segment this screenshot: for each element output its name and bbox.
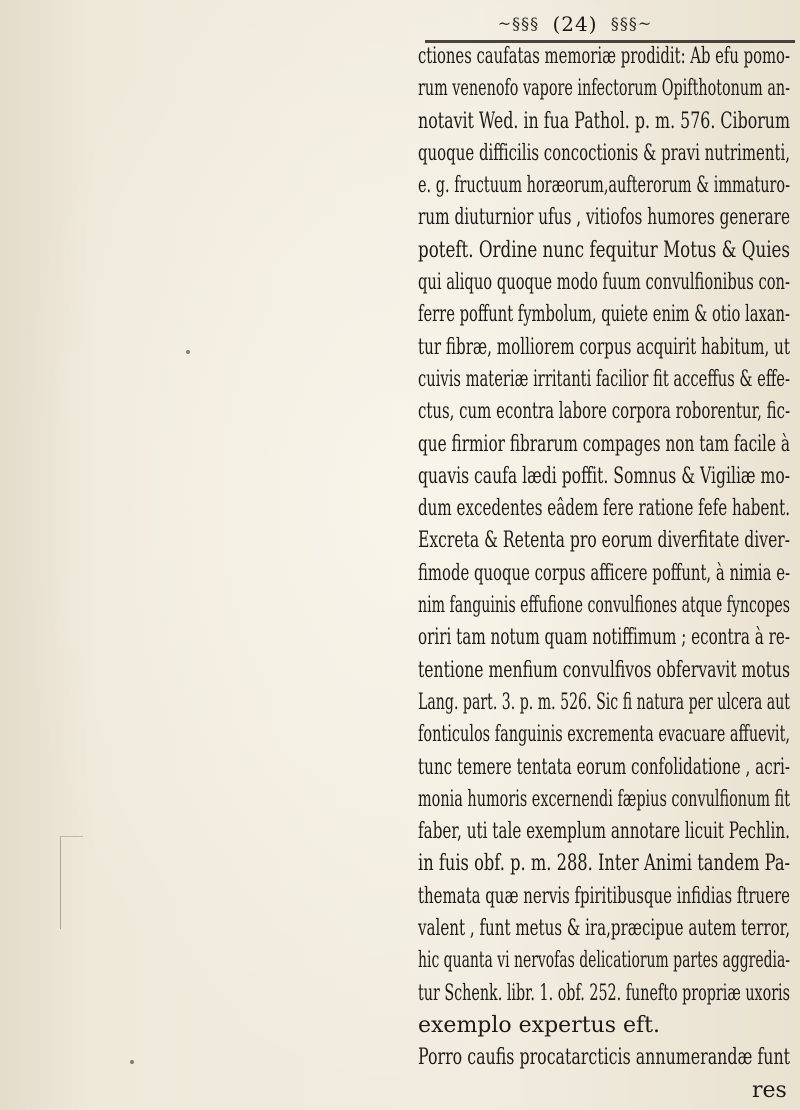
text-line: nim fanguinis effufione convulfiones atque fyncopes bbox=[418, 593, 790, 619]
text-line: rum diuturnior ufus , vitiofos humores generare bbox=[418, 205, 791, 231]
text-line: tentione menfium convulfivos obfervavit motus bbox=[418, 657, 791, 683]
text-line: quavis caufa lædi poffit. Somnus & Vigiliæ mo- bbox=[418, 463, 790, 489]
text-line: Lang. part. 3. p. m. 526. Sic fi natura per ulcera aut bbox=[418, 689, 790, 715]
margin-speck bbox=[130, 1060, 134, 1064]
text-line: Excreta & Retenta pro eorum diverfitate diver- bbox=[418, 528, 791, 554]
text-line: que firmior fibrarum compages non tam facile à bbox=[418, 431, 790, 457]
text-line: monia humoris excernendi fæpius convulfionum fit bbox=[418, 786, 790, 812]
header-ornament-left: ~§§§ bbox=[497, 14, 540, 33]
text-line: tur Schenk. libr. 1. obf. 252. funefto propriæ uxoris bbox=[418, 980, 790, 1006]
header-ornament-right: §§§~ bbox=[610, 14, 653, 33]
text-line: fimode quoque corpus afficere poffunt, à nimia e- bbox=[418, 560, 791, 586]
catchword: res bbox=[752, 1078, 787, 1103]
text-line: tunc temere tentata eorum confolidatione , acri- bbox=[418, 754, 790, 780]
text-line: valent , funt metus & ira,præcipue autem terror, bbox=[418, 916, 791, 942]
margin-speck bbox=[186, 350, 190, 354]
text-line: ferre poffunt fymbolum, quiete enim & otio laxan- bbox=[418, 302, 790, 328]
text-line: quoque difficilis concoctionis & pravi nutrimenti, bbox=[418, 140, 790, 166]
text-line: notavit Wed. in fua Pathol. p. m. 576. Ciborum bbox=[418, 108, 791, 134]
margin-stain bbox=[60, 836, 83, 929]
text-line: in fuis obf. p. m. 288. Inter Animi tandem Pa- bbox=[418, 851, 791, 877]
page-number: (24) bbox=[552, 11, 598, 36]
text-line: tur fibræ, molliorem corpus acquirit habitum, ut bbox=[418, 334, 791, 360]
text-line: qui aliquo quoque modo fuum convulfionibus con- bbox=[418, 270, 790, 296]
text-line: Porro caufis procatarcticis annumerandæ funt bbox=[418, 1045, 791, 1071]
text-line: hic quanta vi nervofas delicatiorum partes aggredia- bbox=[418, 948, 790, 974]
text-line: ctiones caufatas memoriæ prodidit: Ab efu pomo- bbox=[418, 44, 790, 69]
text-line: faber, uti tale exemplum annotare licuit Pechlin. bbox=[418, 819, 791, 845]
text-line: fonticulos fanguinis excrementa evacuare affuevit, bbox=[418, 722, 791, 748]
text-line: oriri tam notum quam notiffimum ; econtra à re- bbox=[418, 625, 791, 651]
page-header bbox=[430, 10, 720, 36]
body-text bbox=[418, 41, 800, 1075]
text-line: e. g. fructuum horæorum,aufterorum & immaturo- bbox=[418, 173, 791, 199]
text-line: cuivis materiæ irritanti facilior fit acceffus & effe- bbox=[418, 366, 790, 392]
text-line: ctus, cum econtra labore corpora roborentur, fic- bbox=[418, 399, 791, 425]
text-line: dum excedentes eâdem fere ratione fefe habent. bbox=[418, 496, 790, 522]
text-line: themata quæ nervis fpiritibusque infidias ftruere bbox=[418, 883, 791, 909]
text-line: exemplo expertus eft. bbox=[418, 1012, 660, 1038]
text-line: poteft. Ordine nunc fequitur Motus & Quies bbox=[418, 237, 791, 263]
text-line: rum venenofo vapore infectorum Opifthotonum an- bbox=[418, 76, 790, 102]
